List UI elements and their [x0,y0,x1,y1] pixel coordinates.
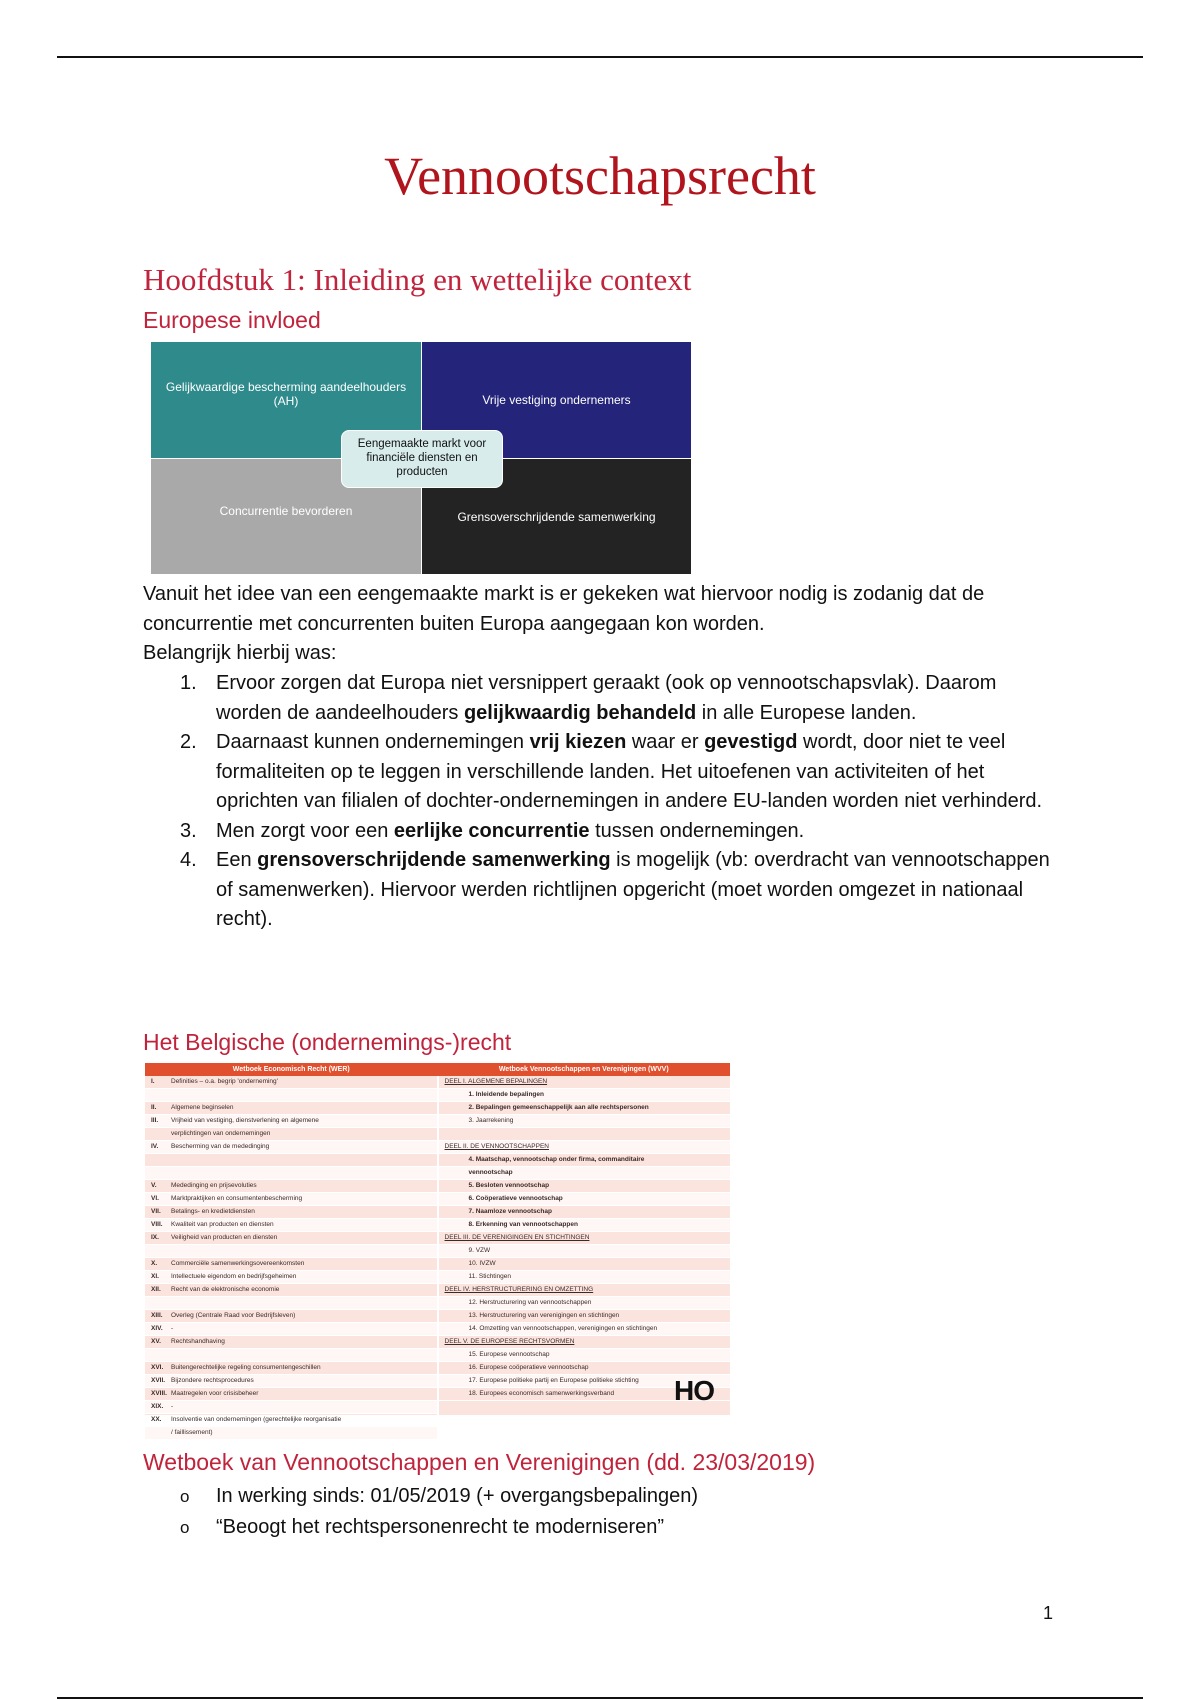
table-row: 8. Erkenning van vennootschappen [439,1219,731,1232]
table-row: DEEL I. ALGEMENE BEPALINGEN [439,1076,731,1089]
wvv-header: Wetboek Vennootschappen en Verenigingen (WVV) [498,1066,669,1073]
table-row: IV. Bescherming van de mededinging [145,1141,437,1154]
list-item: o In werking sinds: 01/05/2019 (+ overgangsbepalingen) [143,1481,698,1512]
bullet-symbol: o [180,1518,190,1537]
table-row [439,1128,731,1141]
table-row: XV. Rechtshandhaving [145,1336,437,1349]
table-row: 4. Maatschap, vennootschap onder firma, commanditaire [439,1154,731,1167]
wer-column [145,1076,439,1436]
table-row: V. Mededinging en prijsevoluties [145,1180,437,1193]
table-row: DEEL IV. HERSTRUCTURERING EN OMZETTING [439,1284,731,1297]
table-row: VI. Marktpraktijken en consumentenbescherming [145,1193,437,1206]
table-row: XIX. - [145,1401,437,1414]
table-row: DEEL III. DE VERENIGINGEN EN STICHTINGEN [439,1232,731,1245]
wer-header: Wetboek Economisch Recht (WER) [232,1066,350,1073]
diagram-cross-border-cooperation: Grensoverschrijdende samenwerking [421,458,691,574]
diagram-free-establishment: Vrije vestiging ondernemers [421,342,691,458]
intro-paragraph: Vanuit het idee van een eengemaakte markt is er gekeken wat hiervoor nodig is zodanig dat de concurrentie met concurrenten buiten Europa aangegaan kon worden. [143,583,985,635]
table-row: DEEL V. DE EUROPESE RECHTSVORMEN [439,1336,731,1349]
table-row: 13. Herstructurering van verenigingen en stichtingen [439,1310,731,1323]
table-row [145,1349,437,1362]
europe-principles-list [143,669,1063,935]
table-row: 14. Omzetting van vennootschappen, verenigingen en stichtingen [439,1323,731,1336]
table-row: 15. Europese vennootschap [439,1349,731,1362]
table-row [145,1297,437,1310]
table-row: verplichtingen van ondernemingen [145,1128,437,1141]
table-row: I. Definities – o.a. begrip 'onderneming' [145,1076,437,1089]
table-row: XVI. Buitengerechtelijke regeling consumentengeschillen [145,1362,437,1375]
table-header [145,1063,730,1076]
table-row [145,1167,437,1180]
table-row: vennootschap [439,1167,731,1180]
table-row: X. Commerciële samenwerkingsovereenkomsten [145,1258,437,1271]
table-row: 2. Bepalingen gemeenschappelijk aan alle rechtspersonen [439,1102,731,1115]
lead-paragraph: Belangrijk hierbij was: [143,642,337,664]
table-row: III. Vrijheid van vestiging, dienstverlening en algemene [145,1115,437,1128]
ho-stamp: HO [674,1375,714,1406]
table-row: XVII. Bijzondere rechtsprocedures [145,1375,437,1388]
table-row: XX. Insolventie van ondernemingen (gerechtelijke reorganisatie [145,1414,437,1427]
table-row: XIV. - [145,1323,437,1336]
table-row: VII. Betalings- en kredietdiensten [145,1206,437,1219]
table-row: 9. VZW [439,1245,731,1258]
table-row: 3. Jaarrekening [439,1115,731,1128]
list-item: 4. Een grensoverschrijdende samenwerking is mogelijk (vb: overdracht van vennootschappen of samenwerken). Hiervoor werden richtlijnen opgericht (moet worden omgezet in nationaal recht). [180,849,1050,930]
section-heading-wvv: Wetboek van Vennootschappen en Verenigingen (dd. 23/03/2019) [143,1449,816,1475]
list-item: o “Beoogt het rechtspersonenrecht te moderniseren” [143,1512,698,1543]
europe-quadrant-diagram [151,342,691,574]
list-item: 3. Men zorgt voor een eerlijke concurrentie tussen ondernemingen. [180,819,805,842]
table-row [145,1154,437,1167]
bullet-symbol: o [180,1487,190,1506]
table-row: IX. Veiligheid van producten en diensten [145,1232,437,1245]
diagram-shareholder-protection: Gelijkwaardige bescherming aandeelhouders (AH) [151,342,421,458]
page-number: 1 [1043,1603,1054,1623]
table-row: XI. Intellectuele eigendom en bedrijfsgeheimen [145,1271,437,1284]
table-row: 10. IVZW [439,1258,731,1271]
table-row: II. Algemene beginselen [145,1102,437,1115]
table-row: 1. Inleidende bepalingen [439,1089,731,1102]
table-row [145,1245,437,1258]
table-row: XVIII. Maatregelen voor crisisbeheer [145,1388,437,1401]
diagram-single-market: Eengemaakte markt voor financiële diensten en producten [341,430,503,488]
table-row: XIII. Overleg (Centrale Raad voor Bedrijfsleven) [145,1310,437,1323]
list-item: 2. Daarnaast kunnen ondernemingen vrij kiezen waar er gevestigd wordt, door niet te veel formaliteiten op te leggen in verschillende landen. Het uitoefenen van activiteiten of het oprichten van filialen of dochter-ondernemingen in andere EU-landen worden niet verhinderd. [180,731,1043,812]
table-row: 6. Coöperatieve vennootschap [439,1193,731,1206]
bottom-rule [57,1697,1143,1699]
document-title: Vennootschapsrecht [384,146,816,206]
section-heading-belgium: Het Belgische (ondernemings-)recht [143,1029,512,1055]
diagram-promote-competition: Concurrentie bevorderen [151,458,421,574]
table-row [145,1089,437,1102]
table-row: DEEL II. DE VENNOOTSCHAPPEN [439,1141,731,1154]
wer-wvv-table [145,1063,730,1436]
table-row: / faillissement) [145,1427,437,1440]
section-heading-europe: Europese invloed [143,307,321,333]
table-row: 18. Europees economisch samenwerkingsverband [439,1388,731,1401]
wvv-column [439,1076,731,1415]
table-row: 5. Besloten vennootschap [439,1180,731,1193]
wvv-bullet-list [143,1481,698,1543]
table-row: XII. Recht van de elektronische economie [145,1284,437,1297]
table-row: 11. Stichtingen [439,1271,731,1284]
list-item: 1. Ervoor zorgen dat Europa niet versnippert geraakt (ook op vennootschapsvlak). Daarom worden de aandeelhouders gelijkwaardig behandeld in alle Europese landen. [180,672,997,724]
top-rule [57,56,1143,58]
table-row: 16. Europese coöperatieve vennootschap [439,1362,731,1375]
table-row: 17. Europese politieke partij en Europese politieke stichting [439,1375,731,1388]
table-row: 12. Herstructurering van vennootschappen [439,1297,731,1310]
table-row: VIII. Kwaliteit van producten en diensten [145,1219,437,1232]
chapter-heading: Hoofdstuk 1: Inleiding en wettelijke context [143,262,692,297]
table-row: 7. Naamloze vennootschap [439,1206,731,1219]
